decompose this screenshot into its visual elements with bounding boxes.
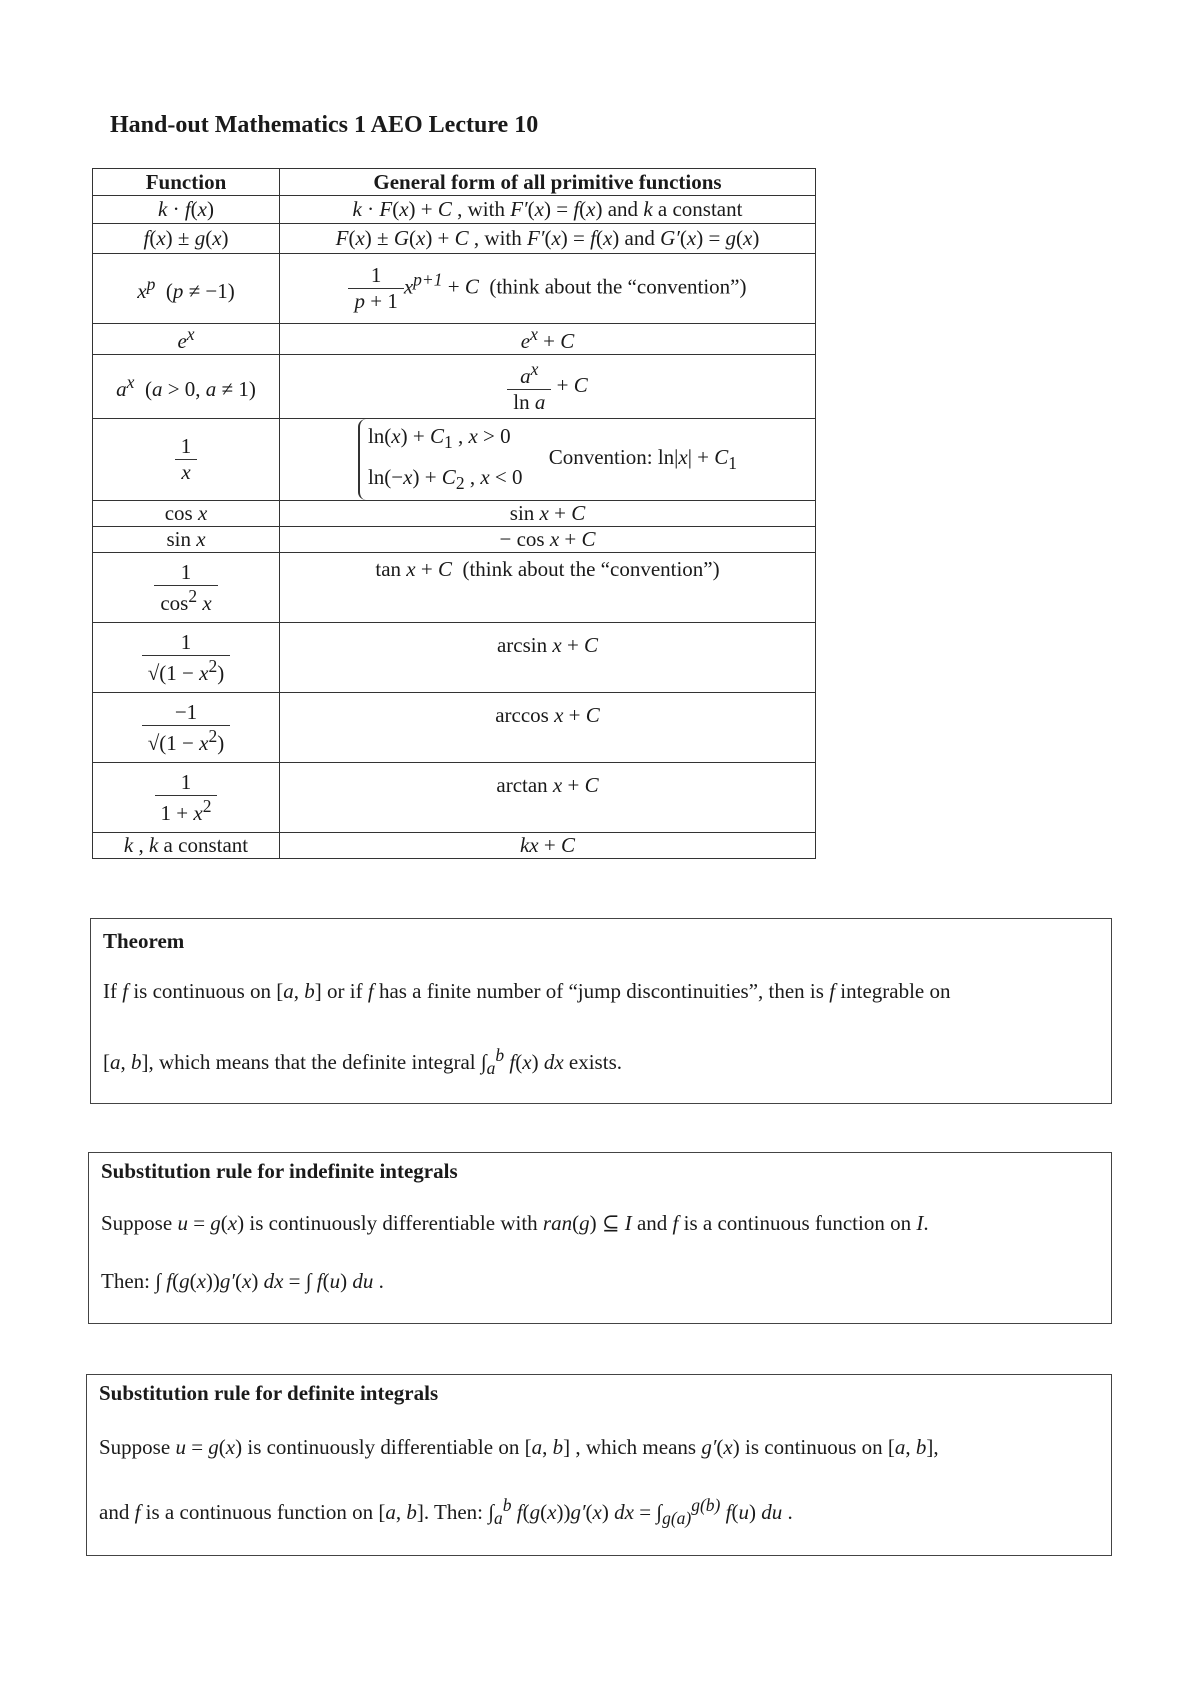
substitution-indefinite-heading: Substitution rule for indefinite integrals (101, 1159, 458, 1183)
function-cell: cos x (93, 501, 280, 527)
function-cell: k , k a constant (93, 833, 280, 859)
function-cell: $a^x$ (a > 0, a ≠ 1) (93, 355, 280, 419)
substitution-indefinite-box (88, 1152, 1112, 1324)
table-row (93, 419, 816, 501)
function-cell: k · f(x) (93, 196, 280, 224)
substitution-definite-box (86, 1374, 1112, 1556)
primitive-cell: $\frac{a^x}{\text{ln a}}$ + C (280, 355, 816, 419)
substitution-definite-heading: Substitution rule for definite integrals (99, 1381, 439, 1405)
primitive-cell: arctan x + C (280, 763, 816, 833)
primitive-cell: $\frac{1}{p + 1}$ $x^{p+1} + C$ (think about the “convention”) (280, 254, 816, 324)
primitive-cell: sin x + C (280, 501, 816, 527)
column-header-function: Function (93, 169, 280, 196)
table-row (93, 324, 816, 355)
theorem-line-2: [a, b], which means that the definite integral $\int_a^b$ f(x) dx exists. (103, 1045, 622, 1079)
function-cell: $x^p$ (p ≠ −1) (93, 254, 280, 324)
theorem-heading: Theorem (103, 929, 185, 953)
table-row (93, 833, 816, 859)
function-cell: $\frac{1}{\cos^2 x}$ (93, 553, 280, 623)
table-row (93, 527, 816, 553)
function-cell: $e^x$ (93, 324, 280, 355)
substitution-definite-line-2: and f is a continuous function on [a, b]. Then: $\int_a^b$ f(g(x))g′(x) dx = $\int_{g(a)}^{g(b)}$ f(u) du . (99, 1495, 793, 1529)
page-title: Hand-out Mathematics 1 AEO Lecture 10 (110, 112, 539, 138)
primitive-cell: $e^x + C$ (280, 324, 816, 355)
primitive-cell: k · F(x) + C , with F′(x) = f(x) and k a constant (280, 196, 816, 224)
theorem-line-1: If f is continuous on [a, b] or if f has a finite number of “jump discontinuities”, then is f integrable on (103, 979, 951, 1003)
function-cell: sin x (93, 527, 280, 553)
table-row (93, 254, 816, 324)
primitive-cell: arcsin x + C (280, 623, 816, 693)
table-row (93, 196, 816, 224)
column-header-primitive: General form of all primitive functions (280, 169, 816, 196)
primitive-functions-table (92, 168, 816, 859)
primitive-cell: − cos x + C (280, 527, 816, 553)
primitive-cell: kx + C (280, 833, 816, 859)
function-cell: f(x) ± g(x) (93, 224, 280, 254)
table-row (93, 623, 816, 693)
table-row (93, 501, 816, 527)
primitive-cell: $\ln(x) + C_1$ , x > 0 $\ln(-x) + C_2$ , x < 0 Convention: $\ln|x| + C_1$ (280, 419, 816, 501)
table-header-row (93, 169, 816, 196)
substitution-indefinite-line-2: Then: ∫ f(g(x))g′(x) dx = ∫ f(u) du . (101, 1269, 384, 1293)
primitive-cell: tan x + C (think about the “convention”) (280, 553, 816, 623)
function-cell: $\frac{1}{x}$ (93, 419, 280, 501)
primitive-cell: arccos x + C (280, 693, 816, 763)
table-row (93, 355, 816, 419)
table-row (93, 693, 816, 763)
substitution-indefinite-line-1: Suppose u = g(x) is continuously differentiable with ran(g) ⊆ I and f is a continuous function on I. (101, 1211, 929, 1235)
table-row (93, 224, 816, 254)
function-cell: $\frac{1}{1 + x^2}$ (93, 763, 280, 833)
table-row (93, 763, 816, 833)
function-cell: $\frac{1}{√(1 - x^2)}$ (93, 623, 280, 693)
substitution-definite-line-1: Suppose u = g(x) is continuously differentiable on [a, b] , which means g′(x) is continuous on [a, b], (99, 1435, 939, 1459)
function-cell: $\frac{-1}{√(1 - x^2)}$ (93, 693, 280, 763)
table-row (93, 553, 816, 623)
primitive-cell: F(x) ± G(x) + C , with F′(x) = f(x) and G′(x) = g(x) (280, 224, 816, 254)
theorem-box (90, 918, 1112, 1104)
